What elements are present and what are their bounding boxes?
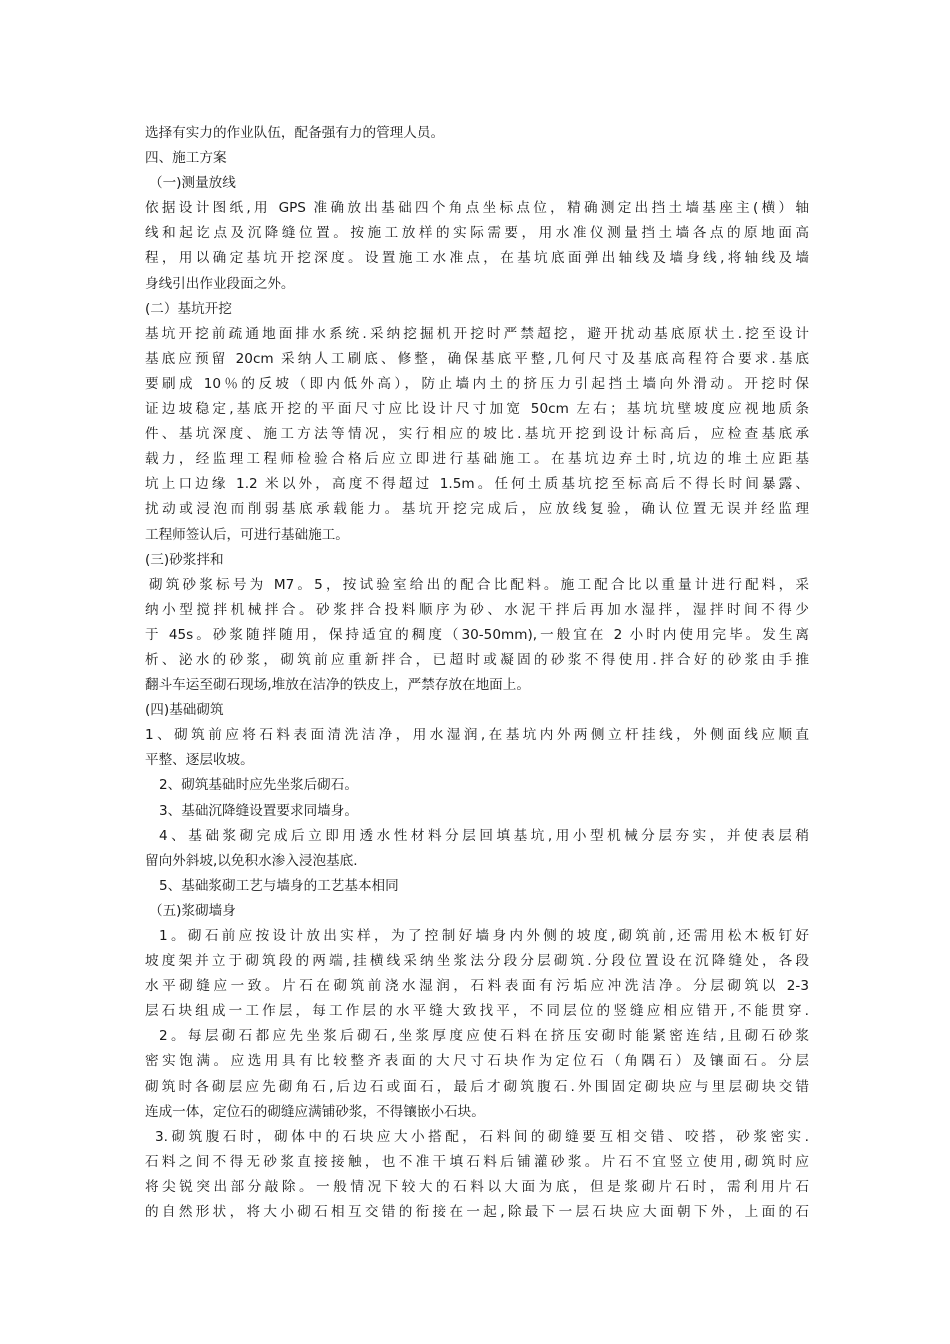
text-line: 砌筑砂浆标号为 M7。5，按试验室给出的配合比配料。施工配合比以重量计进行配料，采	[149, 576, 809, 593]
text-line: 密实饱满。应选用具有比较整齐表面的大尺寸石块作为定位石（角隅石）及镶面石。分层	[145, 1053, 809, 1070]
text-line: 层石块组成一工作层，每工作层的水平缝大致找平，不同层位的竖缝应相应错开,不能贯穿.	[145, 1003, 809, 1020]
text-line: 载力，经监理工程师检验合格后应立即进行基础施工。在基坑边弃土时,坑边的堆土应距基	[145, 451, 809, 468]
text-line: 扰动或浸泡而削弱基底承载能力。基坑开挖完成后，应放线复验，确认位置无误并经监理	[145, 501, 809, 518]
text-line: 3、基础沉降缝设置要求同墙身。	[159, 802, 358, 819]
text-line: 程，用以确定基坑开挖深度。设置施工水准点，在基坑底面弹出轴线及墙身线,将轴线及墙	[145, 250, 809, 267]
text-line: 连成一体，定位石的砌缝应满铺砂浆，不得镶嵌小石块。	[145, 1103, 485, 1120]
text-line: （一)测量放线	[149, 175, 236, 192]
text-line: 石料之间不得无砂浆直接接触，也不准干填石料后铺灌砂浆。片石不宜竖立使用,砌筑时应	[145, 1153, 809, 1170]
text-line: 选择有实力的作业队伍，配备强有力的管理人员。	[145, 125, 445, 141]
text-line: 线和起讫点及沉降缝位置。按施工放样的实际需要，用水准仪测量挡土墙各点的原地面高	[145, 225, 809, 242]
text-line: 基坑开挖前疏通地面排水系统.采纳挖掘机开挖时严禁超挖，避开扰动基底原状土.挖至设计	[145, 325, 809, 342]
text-line: 纳小型搅拌机械拌合。砂浆拌合投料顺序为砂、水泥干拌后再加水湿拌，湿拌时间不得少	[145, 601, 809, 618]
text-line: 水平砌缝应一致。片石在砌筑前浇水湿润，石料表面有污垢应冲洗洁净。分层砌筑以 2-3	[145, 978, 809, 995]
text-line: 3.砌筑腹石时，砌体中的石块应大小搭配，石料间的砌缝要互相交错、咬搭，砂浆密实.	[155, 1128, 809, 1145]
text-line: 坑上口边缘 1.2 米以外，高度不得超过 1.5m。任何土质基坑挖至标高后不得长时间暴露、	[145, 476, 809, 493]
text-line: 依据设计图纸,用 GPS 准确放出基础四个角点坐标点位，精确测定出挡土墙基座主(横）轴	[145, 200, 809, 217]
text-line: 析、泌水的砂浆，砌筑前应重新拌合，已超时或凝固的砂浆不得使用.拌合好的砂浆由手推	[145, 651, 809, 668]
text-line: 4、基础浆砌完成后立即用透水性材料分层回填基坑,用小型机械分层夯实，并使表层稍	[159, 827, 809, 844]
text-line: 要刷成 10％的反坡（即内低外高），防止墙内土的挤压力引起挡土墙向外滑动。开挖时保	[145, 375, 809, 392]
text-line: 于 45s。砂浆随拌随用，保持适宜的稠度（30-50mm),一般宜在 2 小时内使用完毕。发生离	[145, 626, 809, 643]
text-line: 2、砌筑基础时应先坐浆后砌石。	[159, 777, 358, 794]
text-line: 四、施工方案	[145, 150, 227, 167]
text-line: 1、砌筑前应将石料表面清洗洁净，用水湿润,在基坑内外两侧立杆挂线，外侧面线应顺直	[145, 727, 809, 744]
text-line: 件、基坑深度、施工方法等情况，实行相应的坡比.基坑开挖到设计标高后，应检查基底承	[145, 426, 809, 443]
text-line: 工程师签认后，可进行基础施工。	[145, 526, 349, 543]
text-line: 留向外斜坡,以免积水渗入浸泡基底.	[145, 852, 358, 869]
text-line: (四)基础砌筑	[145, 702, 224, 719]
text-line: 将尖锐突出部分敲除。一般情况下较大的石料以大面为底，但是浆砌片石时，需利用片石	[145, 1178, 809, 1195]
text-line: 坡度架并立于砌筑段的两端,挂横线采纳坐浆法分段分层砌筑.分段位置设在沉降缝处，各段	[145, 953, 809, 970]
text-line: 身线引出作业段面之外。	[145, 275, 295, 292]
text-line: 基底应预留 20cm 采纳人工刷底、修整，确保基底平整,几何尺寸及基底高程符合要求.基底	[145, 350, 809, 367]
text-line: (二）基坑开挖	[145, 300, 232, 317]
text-line: 证边坡稳定,基底开挖的平面尺寸应比设计尺寸加宽 50cm 左右；基坑坑壁坡度应视地质条	[145, 401, 809, 418]
text-line: 2。每层砌石都应先坐浆后砌石,坐浆厚度应使石料在挤压安砌时能紧密连结,且砌石砂浆	[159, 1028, 809, 1045]
text-line: 翻斗车运至砌石现场,堆放在洁净的铁皮上，严禁存放在地面上。	[145, 677, 530, 694]
text-line: (三)砂浆拌和	[145, 551, 224, 568]
text-line: 1。砌石前应按设计放出实样，为了控制好墙身内外侧的坡度,砌筑前,还需用松木板钉好	[159, 928, 809, 944]
text-line: 平整、逐层收坡。	[145, 752, 254, 769]
text-line: 砌筑时各砌层应先砌角石,后边石或面石，最后才砌筑腹石.外围固定砌块应与里层砌块交错	[145, 1078, 809, 1095]
document-body	[145, 121, 809, 1225]
text-line: （五)浆砌墙身	[149, 902, 236, 919]
text-line: 5、基础浆砌工艺与墙身的工艺基本相同	[159, 877, 399, 894]
text-line: 的自然形状，将大小砌石相互交错的衔接在一起,除最下一层石块应大面朝下外，上面的石	[145, 1204, 809, 1221]
